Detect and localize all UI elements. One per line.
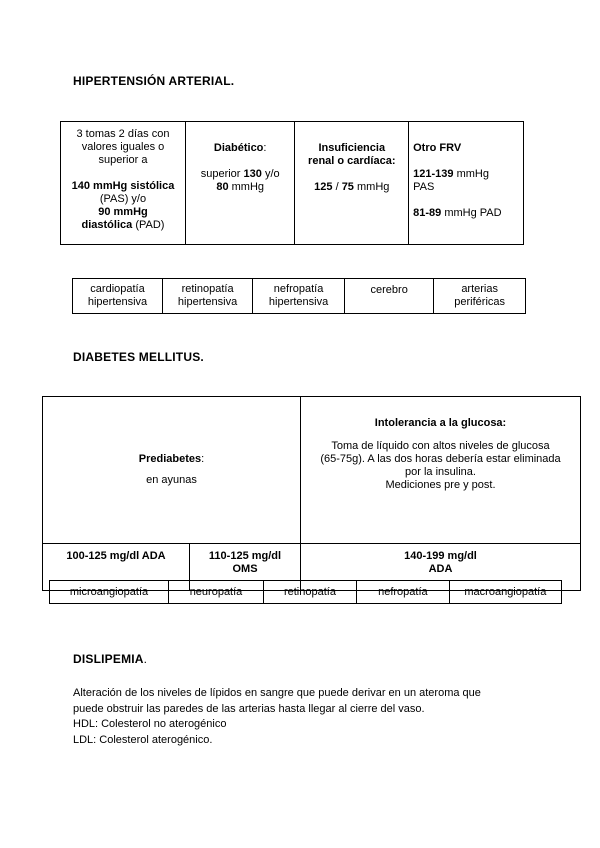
dm-complication: microangiopatía xyxy=(50,581,169,604)
dislipemia-ldl: LDL: Colesterol aterogénico. xyxy=(73,733,213,746)
hta-diabetic-suffix: y/o xyxy=(264,168,280,180)
hta-pas-value: 140 mmHg sistólica xyxy=(71,180,175,192)
hta-complication: nefropatía hipertensiva xyxy=(253,279,345,314)
dm-oms-range-cell: 110-125 mg/dl OMS xyxy=(190,544,301,591)
hta-intro-line: superior a xyxy=(98,154,148,166)
hta-complication: arterias periféricas xyxy=(434,279,526,314)
dislipemia-hdl: HDL: Colesterol no aterogénico xyxy=(73,718,227,730)
hta-general-criteria-cell xyxy=(61,122,186,245)
hta-pad-value: 90 mmHg xyxy=(98,206,148,218)
hta-renal-pas: 125 xyxy=(314,181,333,193)
dm-prediabetes-cell xyxy=(43,397,301,544)
hta-diabetic-colon: : xyxy=(263,142,267,154)
dm-complication: neuropatía xyxy=(169,581,264,604)
hta-pad-label-bold: diastólica xyxy=(81,219,133,231)
hta-other-frv-cell xyxy=(409,122,524,245)
dm-intolerance-text: por la insulina. xyxy=(405,466,476,478)
dm-intolerance-text: Toma de líquido con altos niveles de glucosa xyxy=(331,440,550,452)
hta-renal-cell xyxy=(295,122,409,245)
hta-intro-line: 3 tomas 2 días con xyxy=(76,128,170,140)
dm-intolerance-title: Intolerancia a la glucosa: xyxy=(374,417,507,429)
dm-prediabetes-sub: en ayunas xyxy=(146,474,197,486)
dm-prediabetes-title: Prediabetes xyxy=(138,453,202,465)
hta-renal-title: renal o cardíaca: xyxy=(308,155,396,167)
dm-ada-range-cell: 100-125 mg/dl ADA xyxy=(43,544,190,591)
hta-criteria-table xyxy=(60,121,524,245)
hta-diabetic-cell xyxy=(185,122,294,245)
dm-intolerance-text: (65-75g). A las dos horas debería estar eliminada xyxy=(320,453,561,465)
dislipemia-text xyxy=(73,686,543,748)
hta-diabetic-pad: 80 xyxy=(216,181,229,193)
dm-prediabetes-colon: : xyxy=(201,453,205,465)
dm-complications-table xyxy=(49,580,562,604)
dm-complication: retinopatía xyxy=(263,581,356,604)
dislipemia-line: Alteración de los niveles de lípidos en sangre que puede derivar en un ateroma que xyxy=(73,687,481,699)
hta-renal-sep: / xyxy=(335,181,339,193)
hta-renal-pad: 75 xyxy=(341,181,354,193)
dm-heading: DIABETES MELLITUS. xyxy=(73,350,204,364)
hta-other-title: Otro FRV xyxy=(413,142,462,154)
hta-complication: retinopatía hipertensiva xyxy=(163,279,253,314)
hta-renal-unit: mmHg xyxy=(357,181,390,193)
hta-diabetic-unit: mmHg xyxy=(231,181,265,193)
dm-complication: macroangiopatía xyxy=(449,581,561,604)
hta-other-pas-label: PAS xyxy=(413,181,435,193)
hta-complication: cardiopatía hipertensiva xyxy=(73,279,163,314)
dm-intolerance-text: Mediciones pre y post. xyxy=(385,479,496,491)
hta-intro-line: valores iguales o xyxy=(81,141,165,153)
hta-renal-title: Insuficiencia xyxy=(318,142,386,154)
hta-other-pas: 121-139 xyxy=(413,168,454,180)
dm-criteria-table xyxy=(42,396,581,591)
hta-heading: HIPERTENSIÓN ARTERIAL. xyxy=(73,74,235,88)
dm-intolerance-range-cell: 140-199 mg/dl ADA xyxy=(301,544,581,591)
hta-pad-label: (PAD) xyxy=(135,219,165,231)
hta-complications-table xyxy=(72,278,526,314)
hta-other-pad-unit: mmHg PAD xyxy=(444,207,502,219)
dm-intolerance-cell xyxy=(301,397,581,544)
dislipemia-line: puede obstruir las paredes de las arterias hasta llegar al cierre del vaso. xyxy=(73,702,425,715)
dm-complication: nefropatía xyxy=(356,581,449,604)
hta-complication: cerebro xyxy=(345,279,434,314)
dislipemia-heading: DISLIPEMIA. xyxy=(73,652,148,666)
hta-other-pad: 81-89 xyxy=(413,207,442,219)
hta-diabetic-prefix: superior xyxy=(200,168,241,180)
hta-pas-label: (PAS) y/o xyxy=(99,193,147,205)
hta-other-pas-unit: mmHg xyxy=(456,168,489,180)
hta-diabetic-pas: 130 xyxy=(243,168,262,180)
hta-diabetic-title: Diabético xyxy=(213,142,264,154)
